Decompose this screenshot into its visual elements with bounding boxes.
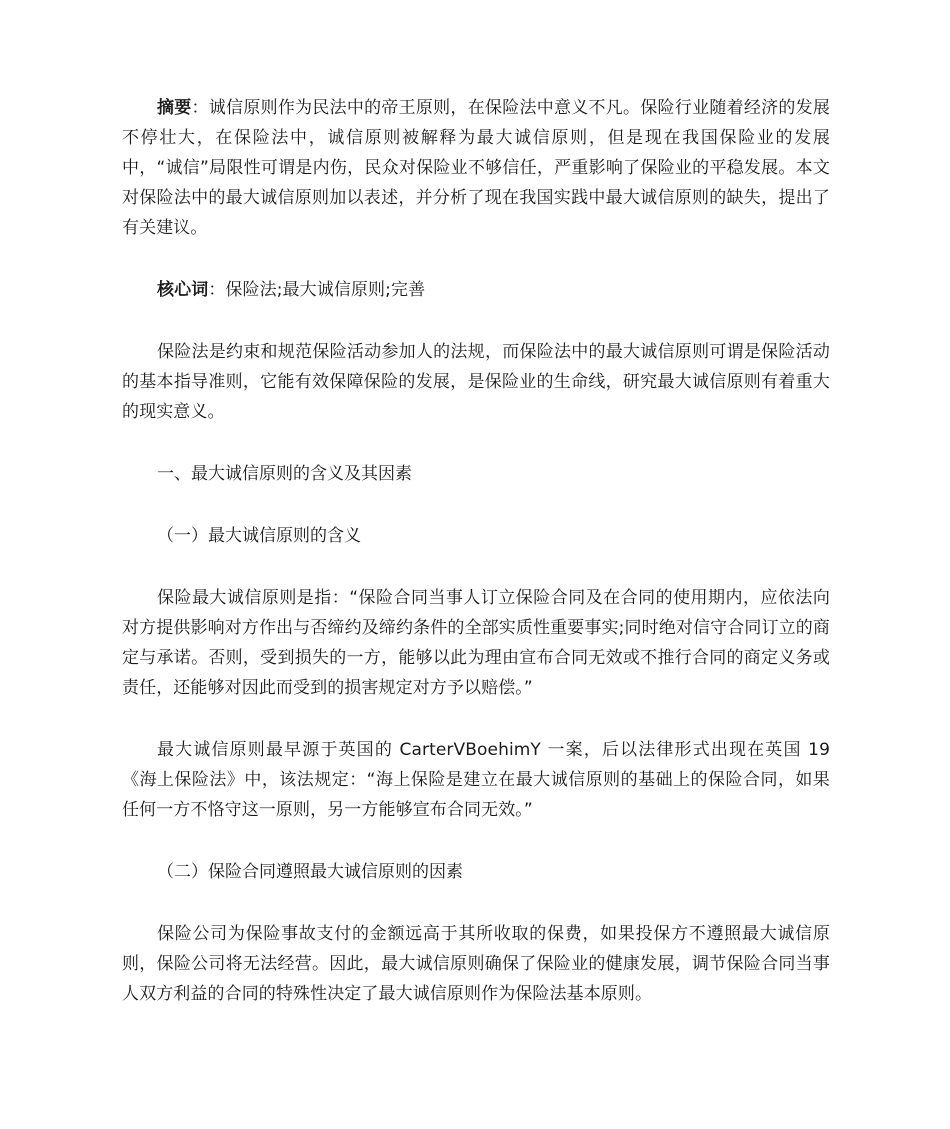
keywords-separator: ： xyxy=(208,280,226,300)
section-1-2-heading: （二）保险合同遵照最大诚信原则的因素 xyxy=(157,862,463,882)
reason-paragraph: 保险公司为保险事故支付的金额远高于其所收取的保费，如果投保方不遵照最大诚信原则，保险公司将无法经营。因此，最大诚信原则确保了保险业的健康发展，调节保险合同当事人双方利益的合同的特殊性决定了最大诚信原则作为保险法基本原则。 xyxy=(122,924,830,1004)
intro-paragraph: 保险法是约束和规范保险活动参加人的法规，而保险法中的最大诚信原则可谓是保险活动的基本指导准则，它能有效保障保险的发展，是保险业的生命线，研究最大诚信原则有着重大的现实意义。 xyxy=(122,342,830,422)
abstract-paragraph xyxy=(122,93,830,243)
keywords-text: 保险法;最大诚信原则;完善 xyxy=(225,280,426,300)
definition-paragraph: 保险最大诚信原则是指：“保险合同当事人订立保险合同及在合同的使用期内，应依法向对方提供影响对方作出与否缔约及缔约条件的全部实质性重要事实;同时绝对信守合同订立的商定与承诺。否则，受到损失的一方，能够以此为理由宣布合同无效或不推行合同的商定义务或责任，还能够对因此而受到的损害规定对方予以赔偿。” xyxy=(122,588,830,698)
abstract-label: 摘要 xyxy=(157,98,192,118)
section-1-heading: 一、最大诚信原则的含义及其因素 xyxy=(157,464,412,484)
abstract-text: 诚信原则作为民法中的帝王原则，在保险法中意义不凡。保险行业随着经济的发展不停壮大，在保险法中，诚信原则被解释为最大诚信原则，但是现在我国保险业的发展中，“诚信”局限性可谓是内伤，民众对保险业不够信任，严重影响了保险业的平稳发展。本文对保险法中的最大诚信原则加以表述，并分析了现在我国实践中最大诚信原则的缺失，提出了有关建议。 xyxy=(122,98,830,238)
document-page xyxy=(122,93,830,1009)
abstract-separator: ： xyxy=(191,98,209,118)
origin-paragraph: 最大诚信原则最早源于英国的 CarterVBoehimY 一案，后以法律形式出现在英国 19《海上保险法》中，该法规定：“海上保险是建立在最大诚信原则的基础上的保险合同，如果任何一方不恪守这一原则，另一方能够宣布合同无效。” xyxy=(122,740,830,820)
keywords-label: 核心词 xyxy=(157,280,209,300)
section-1-1-heading: （一）最大诚信原则的含义 xyxy=(157,526,361,546)
keywords-paragraph xyxy=(122,275,830,305)
